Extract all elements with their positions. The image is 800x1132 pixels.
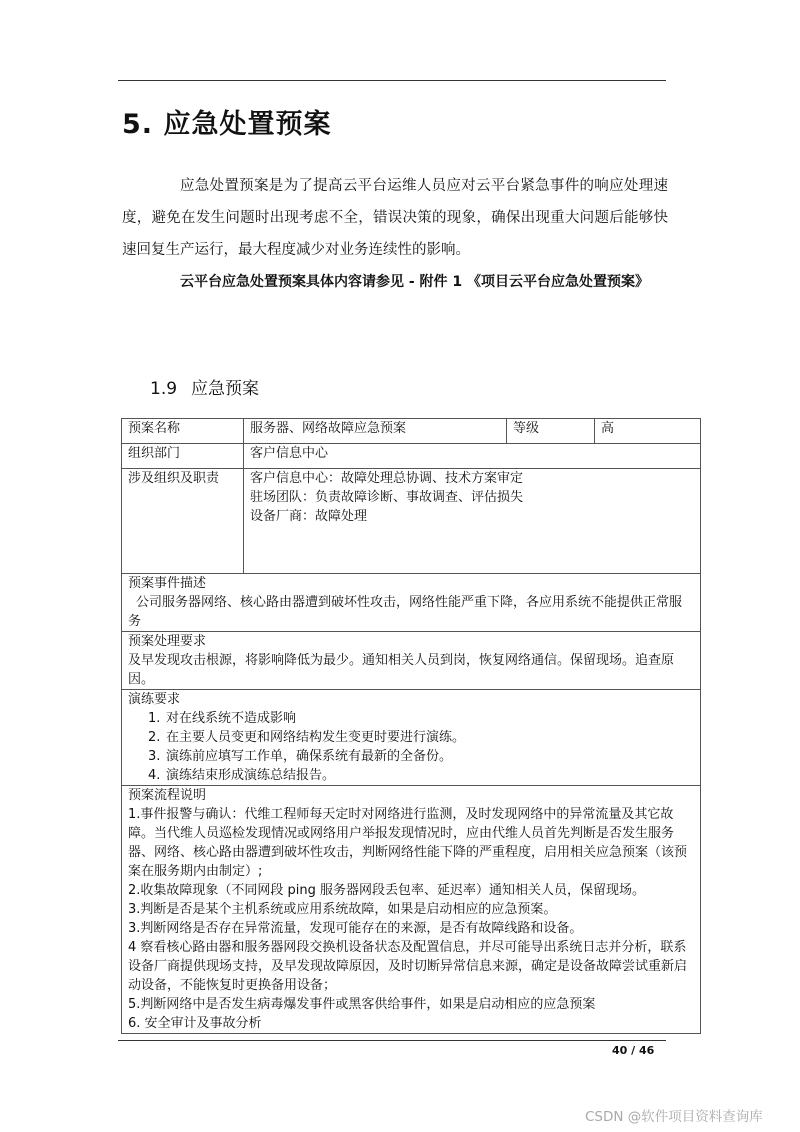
footer-rule: [118, 1040, 666, 1041]
flow-item: 6. 安全审计及事故分析: [128, 1016, 262, 1031]
flow-title: 预案流程说明: [128, 788, 207, 803]
flow-item: 2.收集故障现象（不同网段 ping 服务器网段丢包率、延迟率）通知相关人员，保留现场。: [128, 883, 646, 898]
list-text: 演练结束形成演练总结报告。: [166, 768, 336, 783]
intro-paragraph: 应急处置预案是为了提高云平台运维人员应对云平台紧急事件的响应处理速度，避免在发生问题时出现考虑不全，错误决策的现象，确保出现重大问题后能够快速回复生产运行，最大程度减少对业务连续性的影响。: [122, 178, 668, 258]
drill-title: 演练要求: [128, 692, 181, 707]
flow-item: 3.判断是否是某个主机系统或应用系统故障，如果是启动相应的应急预案。: [128, 902, 557, 917]
flow-item: 5.判断网络中是否发生病毒爆发事件或黑客供给事件，如果是启动相应的应急预案: [128, 997, 596, 1012]
section-heading: 5. 应急处置预案: [122, 109, 332, 140]
watermark: CSDN @软件项目资料查询库: [585, 1109, 763, 1125]
list-item: [148, 709, 694, 728]
dept-label: 组织部门: [122, 444, 244, 469]
flow-item: 1.事件报警与确认：代维工程师每天定时对网络进行监测，及时发现网络中的异常流量及其它故障。当代维人员巡检发现情况或网络用户举报发现情况时，应由代维人员首先判断是否发生服务器、网络、核心路由器遭到破坏性攻击，判断网络性能下降的严重程度，启用相关应急预案（该预案在服务期内由制定）;: [128, 807, 688, 879]
flow-section: [122, 786, 701, 1034]
handling-title: 预案处理要求: [128, 634, 207, 649]
table-row: [122, 690, 701, 786]
table-row: [122, 419, 701, 444]
table-row: [122, 469, 701, 574]
list-number: 4.: [148, 768, 161, 783]
subsection-heading: [150, 374, 259, 399]
plan-name-value: 服务器、网络故障应急预案: [244, 419, 507, 444]
level-value: 高: [595, 419, 701, 444]
flow-item: 4 察看核心路由器和服务器网段交换机设备状态及配置信息，并尽可能导出系统日志并分析，联系设备厂商提供现场支持，及早发现故障原因，及时切断异常信息来源，确定是设备故障尝试重新启动设备，不能恢复时更换备用设备；: [128, 940, 688, 993]
list-text: 演练前应填写工作单，确保系统有最新的全备份。: [166, 749, 453, 764]
duty-item: 设备厂商：故障处理: [250, 509, 368, 524]
drill-list: [128, 709, 694, 785]
flow-item: 3.判断网络是否存在异常流量，发现可能存在的来源，是否有故障线路和设备。: [128, 921, 583, 936]
header-rule: [118, 80, 666, 81]
list-text: 对在线系统不造成影响: [166, 711, 297, 726]
list-item: [148, 766, 694, 785]
list-number: 2.: [148, 730, 161, 745]
event-title: 预案事件描述: [128, 576, 207, 591]
list-text: 在主要人员变更和网络结构发生变更时要进行演练。: [166, 730, 466, 745]
table-row: [122, 632, 701, 690]
list-item: [148, 747, 694, 766]
table-row: [122, 574, 701, 632]
emergency-plan-table: [121, 418, 701, 1034]
event-body: 公司服务器网络、核心路由器遭到破坏性攻击，网络性能严重下降，各应用系统不能提供正常服务: [128, 595, 683, 629]
table-row: [122, 786, 701, 1034]
handling-section: [122, 632, 701, 690]
duty-cell: [244, 469, 701, 574]
dept-value: 客户信息中心: [244, 444, 701, 469]
duty-item: 客户信息中心：故障处理总协调、技术方案审定: [250, 471, 524, 486]
list-number: 1.: [148, 711, 161, 726]
page-number: 40 / 46: [612, 1044, 655, 1057]
event-section: [122, 574, 701, 632]
list-number: 3.: [148, 749, 161, 764]
subsection-title: 应急预案: [191, 379, 260, 399]
level-label: 等级: [507, 419, 595, 444]
duty-label: 涉及组织及职责: [122, 469, 244, 574]
subsection-number: 1.9: [150, 379, 178, 399]
handling-body: 及早发现攻击根源，将影响降低为最少。通知相关人员到岗，恢复网络通信。保留现场。追查原因。: [128, 653, 675, 687]
list-item: [148, 728, 694, 747]
reference-paragraph: 云平台应急处置预案具体内容请参见 - 附件 1 《项目云平台应急处置预案》: [180, 274, 650, 290]
duty-item: 驻场团队：负责故障诊断、事故调查、评估损失: [250, 490, 524, 505]
drill-section: [122, 690, 701, 786]
plan-name-label: 预案名称: [122, 419, 244, 444]
table-row: [122, 444, 701, 469]
